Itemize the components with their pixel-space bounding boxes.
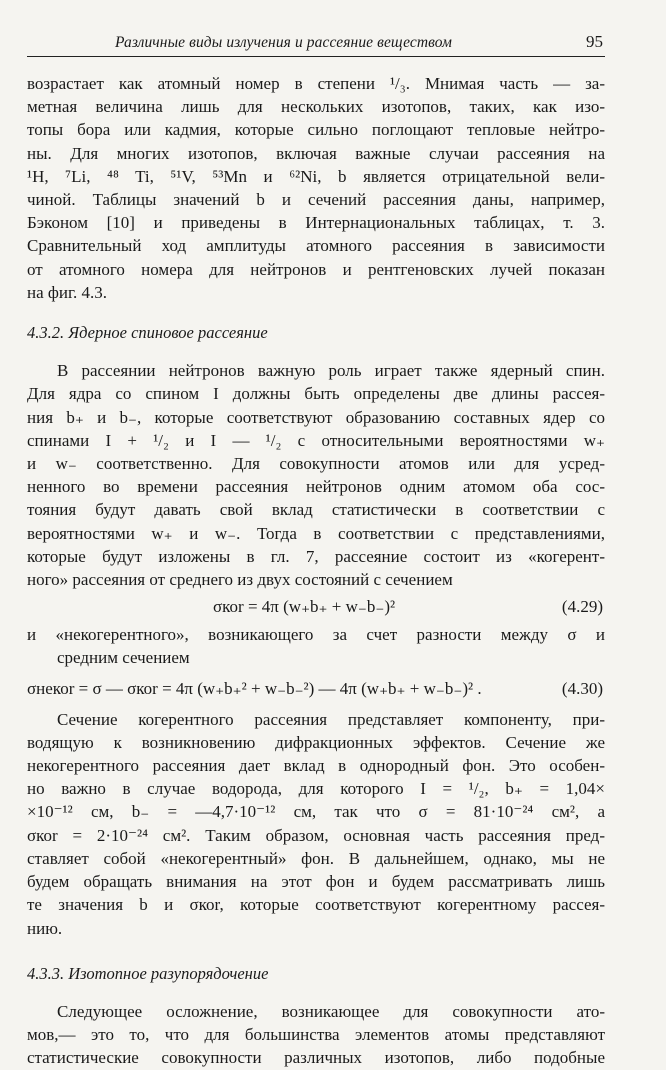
equation-formula: σнекоr = σ — σкоr = 4π (w₊b₊² + w₋b₋²) — 4π (w₊b₊ + w₋b₋)² . [27, 678, 482, 698]
text-line: статистические совокупности различных изотопов, либо подобные [27, 1048, 605, 1068]
page-number: 95 [586, 32, 603, 51]
text-line: Сечение когерентного рассеяния представляет компоненту, при- [57, 709, 605, 729]
text-line: спинами I + ¹/₂ и I — ¹/₂ с относительными вероятностями w₊ [27, 430, 605, 450]
text-line: которые будут изложены в гл. 7, рассеяние состоит из «когерент- [27, 546, 605, 566]
text-line: на фиг. 4.3. [27, 282, 108, 302]
running-title: Различные виды излучения и рассеяние веществом [115, 34, 453, 51]
text-line: и «некогерентного», возникающего за счет разности между σ и [27, 625, 605, 645]
text-line: метная величина лишь для нескольких изотопов, таких, как изо- [27, 97, 605, 117]
text-line: тояния будут давать свой вклад статистически в соответствии с [27, 500, 605, 520]
section-heading-4-3-3: 4.3.3. Изотопное разупорядочение [27, 963, 269, 983]
page-body [27, 72, 605, 1070]
text-line: ненного во времени рассеяния нейтронов одним атомом оба сос- [27, 477, 605, 497]
text-line: топы бора или кадмия, которые сильно поглощают тепловые нейтро- [27, 120, 605, 140]
intro-paragraph [27, 72, 605, 304]
text-line: Сравнительный ход амплитуды атомного рассеяния в зависимости [27, 236, 605, 256]
equation-formula: σкоr = 4π (w₊b₊ + w₋b₋)² [213, 597, 396, 617]
text-line: Бэконом [10] и приведены в Интернациональных таблицах, т. 3. [27, 213, 605, 233]
text-line: ¹H, ⁷Li, ⁴⁸ Ti, ⁵¹V, ⁵³Mn и ⁶²Ni, b является отрицательной вели- [27, 166, 605, 186]
equation-number: (4.29) [561, 597, 603, 617]
text-line: Для ядра со спином I должны быть определены две длины рассея- [27, 384, 605, 404]
text-line: но важно в случае водорода, для которого I = ¹/₂, b₊ = 1,04× [27, 779, 605, 799]
text-line: возрастает как атомный номер в степени ¹/₃. Мнимая часть — за- [27, 74, 605, 93]
text-line: Следующее осложнение, возникающее для совокупности ато- [57, 1001, 605, 1021]
equation-number: (4.30) [561, 678, 603, 698]
text-line: водящую к возникновению дифракционных эффектов. Сечение же [27, 732, 605, 752]
page-header [27, 30, 605, 57]
text-line: ставляет собой «некогерентный» фон. В дальнейшем, однако, мы не [27, 848, 605, 868]
spin-paragraph-1 [27, 359, 605, 591]
spin-paragraph-2 [27, 708, 605, 940]
text-line: мов,— это то, что для большинства элементов атомы представляют [27, 1025, 605, 1045]
isotope-paragraph [27, 1000, 605, 1070]
text-line: ны. Для многих изотопов, включая важные случаи рассеяния на [27, 143, 605, 163]
text-line: ния b₊ и b₋, которые соответствуют образованию составных ядер со [27, 407, 605, 427]
spin-mid-text [27, 623, 605, 669]
equation-4-30 [27, 673, 605, 705]
text-line: те значения b и σкоr, которые соответствуют когерентному рассея- [27, 895, 605, 915]
text-line: σкоr = 2·10⁻²⁴ см². Таким образом, основная часть рассеяния пред- [27, 825, 605, 845]
equation-4-29 [27, 591, 605, 623]
text-line: и w₋ соответственно. Для совокупности атомов или для усред- [27, 454, 605, 474]
text-line: средним сечением [57, 648, 190, 668]
text-line: будем обращать внимания на этот фон и будем рассматривать лишь [27, 872, 605, 892]
text-line: чиной. Таблицы значений b и сечений рассеяния даны, например, [27, 190, 605, 210]
text-line: ×10⁻¹² см, b₋ = —4,7·10⁻¹² см, так что σ = 81·10⁻²⁴ см², а [27, 802, 605, 822]
text-line: нию. [27, 918, 63, 938]
book-page [27, 30, 605, 1070]
text-line: ного» рассеяния от среднего из двух состояний с сечением [27, 570, 453, 590]
text-line: В рассеянии нейтронов важную роль играет также ядерный спин. [57, 361, 605, 381]
text-line: от атомного номера для нейтронов и рентгеновских лучей показан [27, 259, 605, 279]
section-heading-4-3-2: 4.3.2. Ядерное спиновое рассеяние [27, 323, 268, 343]
text-line: некогерентного рассеяния дает вклад в однородный фон. Это особен- [27, 756, 605, 776]
text-line: вероятностями w₊ и w₋. Тогда в соответствии с представлениями, [27, 523, 605, 543]
